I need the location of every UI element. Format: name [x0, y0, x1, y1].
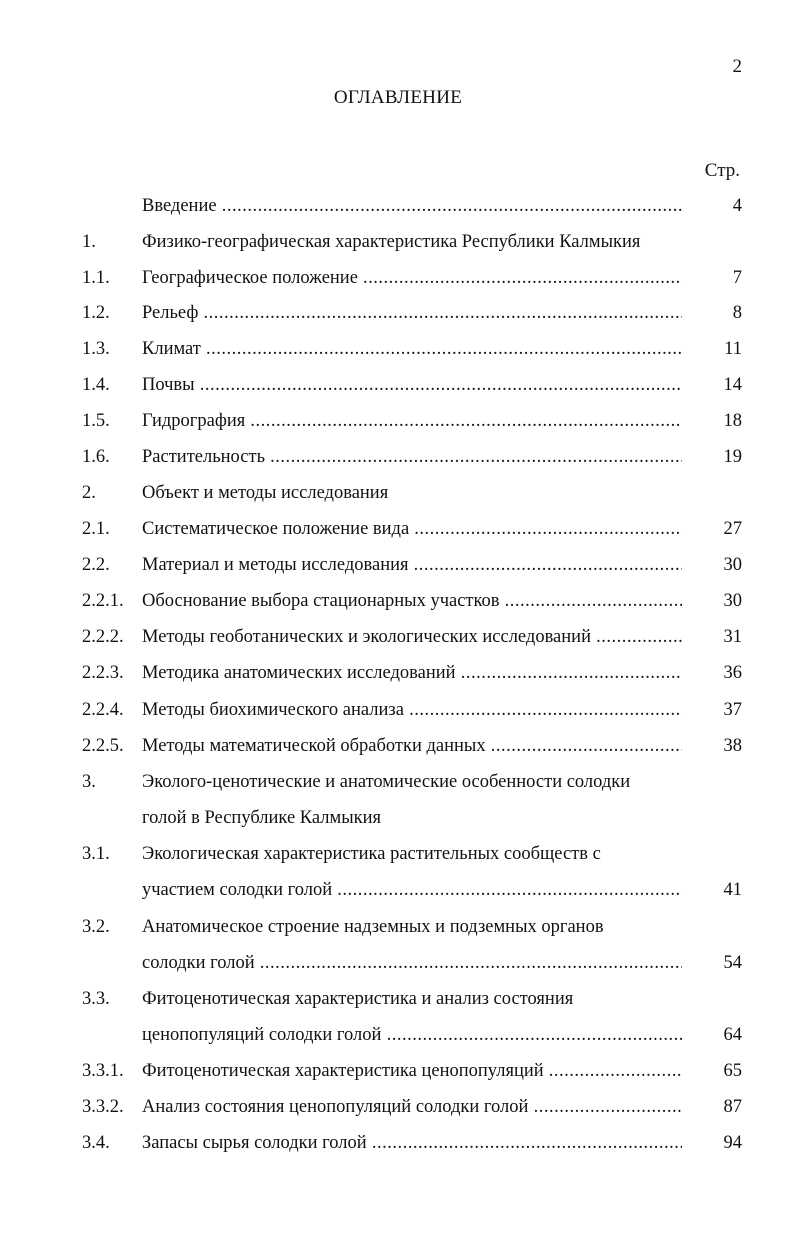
toc-entry-page: 30	[723, 555, 742, 575]
toc-entry	[82, 660, 742, 686]
toc-entry-title: Методы биохимического анализа .....	[142, 697, 682, 723]
toc-entry	[82, 265, 742, 291]
toc-entry-title: Гидрография .....	[142, 408, 682, 434]
toc-entry	[82, 697, 742, 723]
toc-entry-number: 3.2.	[82, 917, 110, 937]
toc-entry-number: 3.	[82, 772, 96, 792]
toc-entry	[82, 229, 742, 255]
toc-entry	[82, 552, 742, 578]
toc-entry-page: 87	[723, 1097, 742, 1117]
toc-entry-title: солодки голой .....	[142, 950, 682, 976]
toc-entry-title: Объект и методы исследования	[142, 483, 389, 503]
toc-entry-page: 31	[723, 627, 742, 647]
toc-entry-number: 2.2.5.	[82, 736, 124, 756]
toc-entry	[82, 769, 742, 795]
toc-entry	[82, 733, 742, 759]
toc-entry	[82, 300, 742, 326]
toc-entry-number: 3.3.2.	[82, 1097, 124, 1117]
toc-entry-page: 7	[732, 268, 742, 288]
toc-entry-page: 8	[732, 303, 742, 323]
toc-entry-number: 2.2.3.	[82, 663, 124, 683]
toc-entry	[82, 193, 742, 219]
toc-entry-title: Систематическое положение вида .....	[142, 516, 682, 542]
toc-entry-title: Почвы .....	[142, 372, 682, 398]
toc-entry-page: 14	[723, 375, 742, 395]
toc-entry-title: Материал и методы исследования .....	[142, 552, 682, 578]
toc-entry	[82, 336, 742, 362]
toc-entry-title: Климат .....	[142, 336, 682, 362]
toc-entry-page: 4	[732, 196, 742, 216]
toc-entry-number: 1.1.	[82, 268, 110, 288]
toc-entry	[82, 408, 742, 434]
toc-entry-number: 1.2.	[82, 303, 110, 323]
toc-entry-number: 2.1.	[82, 519, 110, 539]
toc-entry-page: 94	[723, 1133, 742, 1153]
toc-entry-number: 3.1.	[82, 844, 110, 864]
toc-entry-number: 1.	[82, 232, 96, 252]
toc-entry-number: 2.2.4.	[82, 700, 124, 720]
toc-entry-number: 3.4.	[82, 1133, 110, 1153]
toc-entry-page: 38	[723, 736, 742, 756]
toc-entry-page: 37	[723, 700, 742, 720]
toc-entry-title: Методы геоботанических и экологических исследований .....	[142, 624, 682, 650]
toc-entry	[82, 444, 742, 470]
toc-entry-number: 1.3.	[82, 339, 110, 359]
toc-entry	[82, 1022, 742, 1048]
toc-entry-title: Анатомическое строение надземных и подземных органов	[142, 917, 604, 937]
toc-entry	[82, 841, 742, 867]
toc-entry-number: 1.6.	[82, 447, 110, 467]
toc-entry-number: 3.3.	[82, 989, 110, 1009]
toc-entry	[82, 1058, 742, 1084]
toc-entry-title: Физико-географическая характеристика Республики Калмыкия	[142, 232, 641, 252]
page-column-label: Стр.	[704, 160, 740, 181]
toc-entry-title: Введение .....	[142, 193, 682, 219]
toc-entry-title: Рельеф .....	[142, 300, 682, 326]
toc-entry-title: Фитоценотическая характеристика ценопопуляций .....	[142, 1058, 682, 1084]
page-number: 2	[732, 56, 742, 77]
toc-entry	[82, 480, 742, 506]
toc-entry	[82, 986, 742, 1012]
toc-entry-number: 3.3.1.	[82, 1061, 124, 1081]
toc-entry	[82, 588, 742, 614]
toc-entry-number: 2.2.2.	[82, 627, 124, 647]
toc-entry-title: участием солодки голой .....	[142, 877, 682, 903]
toc-entry-page: 64	[723, 1025, 742, 1045]
toc-entry-page: 36	[723, 663, 742, 683]
toc-entry	[82, 372, 742, 398]
toc-entry-title: Растительность .....	[142, 444, 682, 470]
toc-entry-number: 2.2.1.	[82, 591, 124, 611]
toc-entry-page: 30	[723, 591, 742, 611]
toc-entry-title: Запасы сырья солодки голой .....	[142, 1130, 682, 1156]
toc-entry	[82, 1130, 742, 1156]
toc-entry-title: ценопопуляций солодки голой .....	[142, 1022, 682, 1048]
toc-entry-page: 65	[723, 1061, 742, 1081]
toc-entry-title: Географическое положение .....	[142, 265, 682, 291]
toc-entry-page: 11	[724, 339, 742, 359]
toc-entry-page: 54	[723, 953, 742, 973]
toc-entry-number: 1.4.	[82, 375, 110, 395]
toc-entry-page: 41	[723, 880, 742, 900]
toc-entry	[82, 914, 742, 940]
toc-entry	[82, 950, 742, 976]
toc-entry-title: Фитоценотическая характеристика и анализ состояния	[142, 989, 574, 1009]
toc-entry-page: 27	[723, 519, 742, 539]
toc-entry-title: Методы математической обработки данных .....	[142, 733, 682, 759]
toc-entry-page: 19	[723, 447, 742, 467]
toc-entry-title: голой в Республике Калмыкия	[142, 808, 382, 828]
toc-entry-title: Методика анатомических исследований .....	[142, 660, 682, 686]
toc-entry-title: Анализ состояния ценопопуляций солодки голой .....	[142, 1094, 682, 1120]
toc-entry	[82, 877, 742, 903]
toc-entry-title: Обоснование выбора стационарных участков .....	[142, 588, 682, 614]
page-title: ОГЛАВЛЕНИЕ	[333, 87, 463, 108]
toc-entry-number: 2.2.	[82, 555, 110, 575]
toc-entry	[82, 624, 742, 650]
toc-entry	[82, 1094, 742, 1120]
toc-entry-number: 1.5.	[82, 411, 110, 431]
toc-entry-title: Экологическая характеристика растительных сообществ с	[142, 844, 601, 864]
toc-entry-page: 18	[723, 411, 742, 431]
toc-entry-title: Эколого-ценотические и анатомические особенности солодки	[142, 772, 631, 792]
toc-entry	[82, 516, 742, 542]
toc-entry	[82, 805, 742, 831]
toc-entry-number: 2.	[82, 483, 96, 503]
